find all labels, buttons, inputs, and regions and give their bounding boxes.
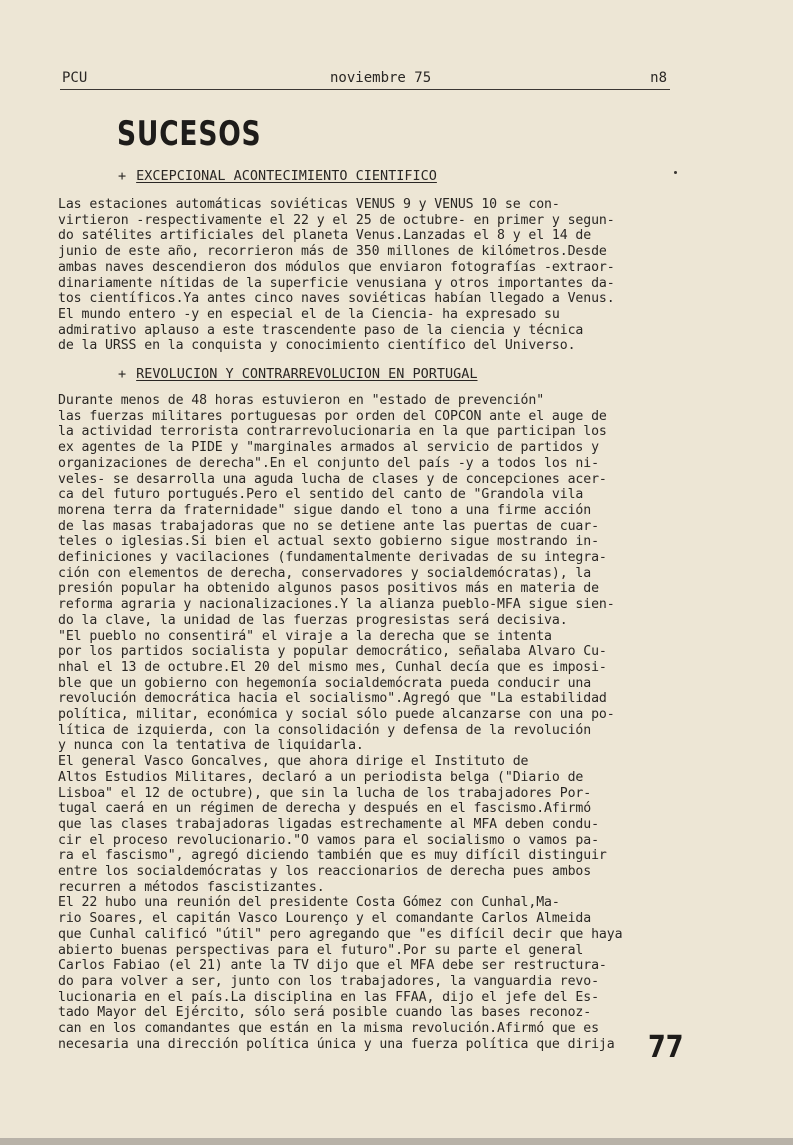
text-line: ble que un gobierno con hegemonía socialdemócrata pueda conducir una bbox=[58, 675, 592, 691]
text-line: teles o iglesias.Si bien el actual sexto gobierno sigue mostrando in- bbox=[58, 534, 599, 550]
text-line: las fuerzas militares portuguesas por orden del COPCON ante el auge de bbox=[58, 408, 607, 424]
text-line: definiciones y vacilaciones (fundamentalmente derivadas de su integra- bbox=[58, 550, 607, 565]
text-line: política, militar, económica y social sólo puede alcanzarse con una po- bbox=[58, 707, 615, 722]
text-line: admirativo aplauso a este trascendente paso de la ciencia y técnica bbox=[58, 322, 584, 338]
scan-edge bbox=[0, 1138, 793, 1145]
text-line: y nunca con la tentativa de liquidarla. bbox=[58, 738, 364, 754]
text-line: recurren a métodos fascistizantes. bbox=[58, 879, 325, 895]
text-line: do para volver a ser, junto con los trabajadores, la vanguardia revo- bbox=[58, 973, 599, 989]
text-line: tugal caerá en un régimen de derecha y después en el fascismo.Afirmó bbox=[58, 801, 592, 817]
text-line: nhal el 13 de octubre.El 20 del mismo mes, Cunhal decía que es imposi- bbox=[58, 659, 607, 675]
text-line: que las clases trabajadoras ligadas estrechamente al MFA deben condu- bbox=[58, 816, 599, 832]
text-line: lucionaria en el país.La disciplina en las FFAA, dijo el jefe del Es- bbox=[58, 989, 599, 1005]
header-rule bbox=[60, 89, 670, 90]
text-line: ex agentes de la PIDE y "marginales armados al servicio de partidos y bbox=[58, 440, 599, 456]
text-line: cir el proceso revolucionario."O vamos para el socialismo o vamos pa- bbox=[58, 832, 599, 848]
text-line: do satélites artificiales del planeta Venus.Lanzadas el 8 y el 14 de bbox=[58, 228, 592, 244]
section-masthead: SUCESOS bbox=[117, 114, 262, 154]
text-line: la actividad terrorista contrarrevolucionaria en la que participan los bbox=[58, 424, 607, 440]
text-line: do la clave, la unidad de las fuerzas progresistas será decisiva. bbox=[58, 612, 568, 628]
plus-bullet-icon: + bbox=[118, 168, 127, 184]
text-line: revolución democrática hacia el socialismo".Agregó que "La estabilidad bbox=[58, 691, 607, 707]
text-line: Lisboa" el 12 de octubre), que sin la lucha de los trabajadores Por- bbox=[58, 785, 592, 801]
plus-bullet-icon: + bbox=[118, 366, 127, 382]
text-line: virtieron -respectivamente el 22 y el 25 de octubre- en primer y segun- bbox=[58, 212, 615, 228]
text-line: ca del futuro portugués.Pero el sentido del canto de "Grandola vila bbox=[58, 487, 584, 503]
text-line: necesaria una dirección política única y una fuerza política que dirija bbox=[58, 1036, 615, 1052]
text-line: El mundo entero -y en especial el de la Ciencia- ha expresado su bbox=[58, 306, 560, 322]
text-line: "El pueblo no consentirá" el viraje a la derecha que se intenta bbox=[58, 628, 552, 644]
text-line: Las estaciones automáticas soviéticas VENUS 9 y VENUS 10 se con- bbox=[58, 197, 560, 212]
text-line: veles- se desarrolla una aguda lucha de clases y de concepciones acer- bbox=[58, 471, 607, 487]
header-issue-number: n8 bbox=[650, 70, 667, 86]
section-title-1-text: EXCEPCIONAL ACONTECIMIENTO CIENTIFICO bbox=[136, 168, 437, 184]
text-line: can en los comandantes que están en la misma revolución.Afirmó que es bbox=[58, 1021, 599, 1036]
text-line: lítica de izquierda, con la consolidación y defensa de la revolución bbox=[58, 722, 592, 738]
text-line: por los partidos socialista y popular democrático, señalaba Alvaro Cu- bbox=[58, 644, 607, 660]
text-line: tos científicos.Ya antes cinco naves soviéticas habían llegado a Venus. bbox=[58, 291, 615, 307]
section-title-1 bbox=[118, 168, 437, 184]
text-line: de la URSS en la conquista y conocimiento científico del Universo. bbox=[58, 338, 576, 354]
text-line: que Cunhal calificó "útil" pero agregando que "es difícil decir que haya bbox=[58, 926, 623, 942]
text-line: de las masas trabajadoras que no se detiene ante las puertas de cuar- bbox=[58, 518, 599, 534]
text-line: abierto buenas perspectivas para el futuro".Por su parte el general bbox=[58, 942, 584, 958]
text-line: organizaciones de derecha".En el conjunto del país -y a todos los ni- bbox=[58, 455, 599, 471]
text-line: dinariamente nítidas de la superficie venusiana y otros importantes da- bbox=[58, 275, 615, 291]
page-number: 77 bbox=[648, 1030, 684, 1065]
text-line: El general Vasco Goncalves, que ahora dirige el Instituto de bbox=[58, 754, 529, 770]
text-line: ambas naves descendieron dos módulos que enviaron fotografías -extraor- bbox=[58, 259, 615, 275]
text-line: Durante menos de 48 horas estuvieron en "estado de prevención" bbox=[58, 393, 545, 408]
text-line: Altos Estudios Militares, declaró a un periodista belga ("Diario de bbox=[58, 769, 584, 785]
text-line: Carlos Fabiao (el 21) ante la TV dijo que el MFA debe ser restructura- bbox=[58, 958, 607, 974]
text-line: El 22 hubo una reunión del presidente Costa Gómez con Cunhal,Ma- bbox=[58, 895, 560, 911]
stray-dot bbox=[674, 171, 677, 174]
section-title-2-text: REVOLUCION Y CONTRARREVOLUCION EN PORTUGAL bbox=[136, 366, 478, 382]
text-line: junio de este año, recorrieron más de 350 millones de kilómetros.Desde bbox=[58, 244, 607, 260]
text-line: ra el fascismo", agregó diciendo también que es muy difícil distinguir bbox=[58, 848, 607, 864]
text-line: rio Soares, el capitán Vasco Lourenço y el comandante Carlos Almeida bbox=[58, 911, 592, 927]
text-line: presión popular ha obtenido algunos pasos positivos más en materia de bbox=[58, 581, 599, 597]
text-line: entre los socialdemócratas y los reaccionarios de derecha pues ambos bbox=[58, 864, 592, 879]
text-line: ción con elementos de derecha, conservadores y socialdemócratas), la bbox=[58, 565, 592, 581]
text-line: reforma agraria y nacionalizaciones.Y la alianza pueblo-MFA sigue sien- bbox=[58, 597, 615, 613]
text-line: morena terra da fraternidade" sigue dando el tono a una firme acción bbox=[58, 502, 592, 518]
header-date: noviembre 75 bbox=[330, 70, 432, 86]
text-line: tado Mayor del Ejército, sólo será posible cuando las bases reconoz- bbox=[58, 1005, 592, 1021]
page-header bbox=[62, 70, 667, 88]
section-title-2 bbox=[118, 366, 478, 382]
header-publication: PCU bbox=[62, 70, 88, 86]
